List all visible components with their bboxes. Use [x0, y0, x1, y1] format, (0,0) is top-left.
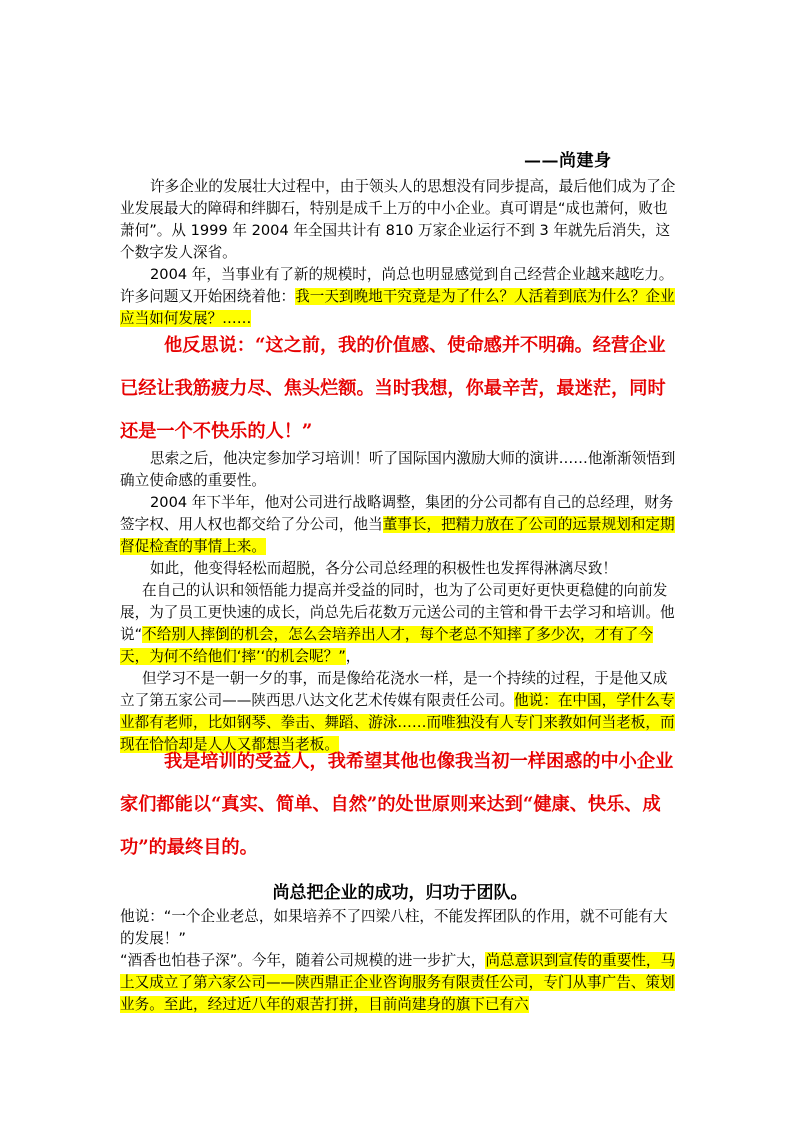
paragraph-sixth-company	[120, 950, 680, 1016]
paragraph-staff-training	[120, 580, 680, 668]
paragraph-intro: 许多企业的发展壮大过程中，由于领头人的思想没有同步提高，最后他们成为了企业发展最大的障碍和绊脚石，特别是成千上万的中小企业。真可谓是“成也萧何，败也萧何”。从 1999 年 2004 年全国共计有 810 万家企业运行不到 3 年就先后消失，这个数字发人深省。	[120, 178, 676, 261]
paragraph-training: 思索之后，他决定参加学习培训！听了国际国内激励大师的演讲……他渐渐领悟到确立使命感的重要性。	[120, 450, 676, 489]
red-quote-reflection: 他反思说：“这之前，我的价值感、使命感并不明确。经营企业已经让我筋疲力尽、焦头烂额。当时我想，你最辛苦，最迷茫，同时还是一个不快乐的人！”	[120, 335, 666, 442]
paragraph-text: 2004 年下半年，他对公司进行战略调整，集团的分公司都有自己的总经理，财务签字权、用人权也都交给了分公司，他当	[120, 494, 674, 533]
paragraph-strategy	[120, 492, 680, 558]
paragraph-text: 但学习不是一朝一夕的事，而是像给花浇水一样，是一个持续的过程，于是他又成立了第五家公司——陕西思八达文化艺术传媒有限责任公司。	[120, 670, 668, 709]
body-section-1	[120, 176, 680, 330]
highlighted-publicity: 尚总意识到宣传的重要性，马上又成立了第六家公司——陕西鼎正企业咨询服务有限责任公司，专门从事广告、策划业务。至此，经过近八年的艰苦打拼，目前尚建身的旗下已有六	[120, 952, 676, 1013]
paragraph-text: 在自己的认识和领悟能力提高并受益的同时，也为了公司更好更快更稳健的向前发展，为了员工更快速的成长，尚总先后花数万元送公司的主管和骨干去学习和培训。他说“	[120, 582, 675, 643]
author-byline: ——尚建身	[524, 151, 612, 171]
paragraph-2004-pressure	[120, 264, 680, 330]
highlighted-chairman: 董事长，把精力放在了公司的远景规划和定期督促检查的事情上来。	[120, 516, 675, 555]
paragraph-text: “酒香也怕巷子深”。今年，随着公司规模的进一步扩大，	[120, 952, 486, 969]
paragraph-team-quote: 他说：“一个企业老总，如果培养不了四梁八柱，不能发挥团队的作用，就不可能有大的发展！”	[120, 908, 668, 947]
body-section-3	[120, 906, 680, 1016]
red-quote-beneficiary: 我是培训的受益人，我希望其他也像我当初一样困惑的中小企业家们都能以“真实、简单、自然”的处世原则来达到“健康、快乐、成功”的最终目的。	[120, 751, 674, 858]
body-section-2	[120, 448, 680, 756]
paragraph-text: 2004 年，当事业有了新的规模时，尚总也明显感觉到自己经营企业越来越吃力。许多问题又开始困绕着他：	[120, 266, 674, 305]
paragraph-relaxed: 如此，他变得轻松而超脱，各分公司总经理的积极性也发挥得淋漓尽致！	[150, 560, 618, 577]
highlighted-quote-fall: 不给别人摔倒的机会，怎么会培养出人才，每个老总不知摔了多少次，才有了今天，为何不给他们‘摔’‘的机会呢？”	[120, 626, 653, 665]
section-subheading: 尚总把企业的成功，归功于团队。	[272, 883, 528, 903]
highlighted-questions: 我一天到晚地干究竟是为了什么？人活着到底为什么？企业应当如何发展？……	[120, 288, 675, 327]
highlighted-boss-quote: 他说：在中国，学什么专业都有老师，比如钢琴、拳击、舞蹈、游泳……而唯独没有人专门来教如何当老板，而现在恰恰却是人人又都想当老板。	[120, 692, 675, 753]
paragraph-text: ，	[345, 648, 361, 665]
